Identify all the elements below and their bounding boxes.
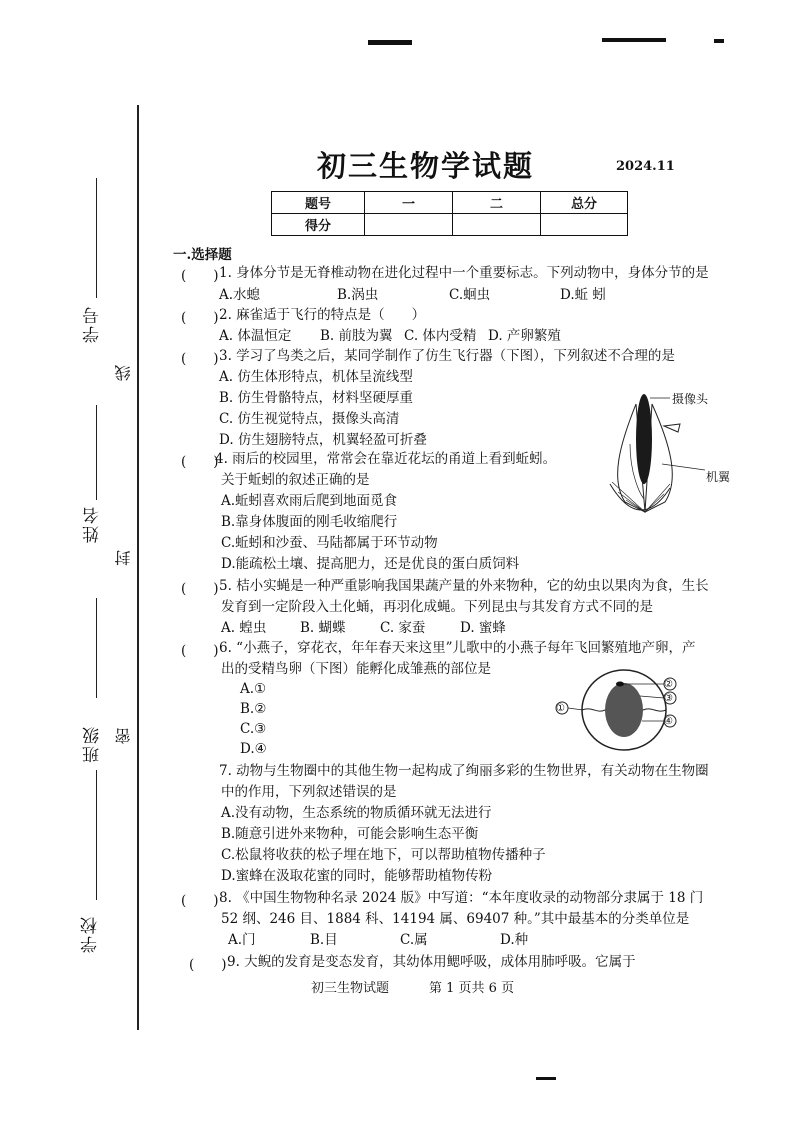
question-6-stem: 6. “小燕子，穿花衣，年年春天来这里”儿歌中的小燕子每年飞回繁殖地产卵，产 <box>219 640 696 656</box>
egg-chalaza-left <box>582 709 605 711</box>
class-label: 班级 <box>83 725 103 763</box>
score-table-cell: 总分 <box>541 192 628 214</box>
question-4-stem: 4. 雨后的校园里，常常会在靠近花坛的甬道上看到蚯蚓。 <box>215 451 557 467</box>
question-5-stem-cont: 发育到一定阶段入土化蛹，再羽化成蝇。下列昆虫与其发育方式不同的是 <box>221 599 653 615</box>
egg-disc <box>616 682 624 687</box>
aircraft-body <box>636 394 652 484</box>
score-table-cell: 一 <box>365 192 453 214</box>
name-underline <box>96 405 97 500</box>
option: A.门 <box>228 932 256 948</box>
answer-blank[interactable]: ( ) <box>181 310 219 326</box>
option: C.松鼠将收获的松子埋在地下，可以帮助植物传播种子 <box>221 847 546 863</box>
egg-mark-2: ② <box>664 679 673 690</box>
scan-mark <box>536 1077 556 1080</box>
binding-line <box>137 105 139 1030</box>
option: A. 蝗虫 <box>221 620 267 636</box>
answer-blank[interactable]: ( ) <box>181 581 219 597</box>
option: B.靠身体腹面的刚毛收缩爬行 <box>221 514 398 530</box>
option: D.种 <box>500 932 529 948</box>
option: B. 前肢为翼 <box>320 328 393 344</box>
option: D.蜜蜂在汲取花蜜的同时，能够帮助植物传粉 <box>221 868 493 884</box>
option: B.涡虫 <box>337 287 379 303</box>
option: D.④ <box>240 741 267 757</box>
option: B. 仿生骨骼特点，材料坚硬厚重 <box>219 390 414 406</box>
egg-chalaza-right <box>643 709 666 711</box>
figure-label-camera: 摄像头 <box>672 392 709 406</box>
option: A.没有动物，生态系统的物质循环就无法进行 <box>221 805 492 821</box>
answer-blank[interactable]: ( ) <box>189 957 227 973</box>
question-6-stem-cont: 出的受精鸟卵（下图）能孵化成雏燕的部位是 <box>221 661 491 677</box>
scan-mark <box>714 39 724 43</box>
binding-mark-secret: 密 <box>114 728 133 744</box>
question-3-stem: 3. 学习了鸟类之后，某同学制作了仿生飞行器（下图），下列叙述不合理的是 <box>219 348 675 364</box>
option: C. 仿生视觉特点，摄像头高清 <box>219 411 400 427</box>
section-title: 一.选择题 <box>173 247 232 263</box>
egg-mark-1: ① <box>556 703 565 714</box>
answer-blank[interactable]: ( ) <box>181 893 219 909</box>
option: A.蚯蚓喜欢雨后爬到地面觅食 <box>221 493 398 509</box>
binding-mark-seal: 封 <box>114 550 133 566</box>
exam-date: 2024.11 <box>616 159 675 174</box>
option: A. 仿生体形特点，机体呈流线型 <box>219 369 413 385</box>
option: C.蚯蚓和沙蚕、马陆都属于环节动物 <box>221 535 438 551</box>
score-entry-1[interactable] <box>365 214 453 236</box>
option: B.② <box>240 701 267 717</box>
question-2-stem: 2. 麻雀适于飞行的特点是（ ） <box>219 307 426 323</box>
page-title: 初三生物学试题 <box>317 149 535 183</box>
name-label: 姓名 <box>83 505 103 543</box>
figure-label-wing: 机翼 <box>706 470 731 484</box>
option: B. 蝴蝶 <box>300 620 346 636</box>
student-id-underline <box>96 178 97 298</box>
answer-blank[interactable]: ( ) <box>181 643 219 659</box>
binding-mark-line: 线 <box>114 365 133 381</box>
egg-yolk <box>605 683 643 737</box>
answer-blank[interactable]: ( ) <box>181 454 219 470</box>
score-entry-total[interactable] <box>541 214 628 236</box>
option: A.① <box>240 681 267 697</box>
question-7-stem: 7. 动物与生物圈中的其他生物一起构成了绚丽多彩的生物世界，有关动物在生物圈 <box>219 763 709 779</box>
score-table-cell: 题号 <box>272 192 365 214</box>
scan-mark <box>602 38 666 42</box>
school-underline <box>96 770 97 900</box>
score-table <box>271 191 628 236</box>
egg-pointer <box>640 696 664 698</box>
option: C.③ <box>240 721 267 737</box>
score-entry-2[interactable] <box>453 214 541 236</box>
option: C.属 <box>400 932 428 948</box>
egg-pointer <box>568 708 583 710</box>
question-5-stem: 5. 桔小实蝇是一种严重影响我国果蔬产量的外来物种，它的幼虫以果肉为食，生长 <box>219 578 709 594</box>
question-9-stem: 9. 大鲵的发育是变态发育，其幼体用鳃呼吸，成体用肺呼吸。它属于 <box>227 954 636 970</box>
score-table-cell: 得分 <box>272 214 365 236</box>
option: D. 仿生翅膀特点，机翼轻盈可折叠 <box>219 432 427 448</box>
option: D.蚯 蚓 <box>560 287 606 303</box>
footer-title: 初三生物试题 <box>311 981 390 996</box>
option: C.蛔虫 <box>449 287 491 303</box>
scan-mark <box>368 40 412 45</box>
student-id-label: 学号 <box>83 305 103 343</box>
answer-blank[interactable]: ( ) <box>181 268 219 284</box>
aircraft-tail <box>664 424 680 432</box>
option: A. 体温恒定 <box>219 328 292 344</box>
egg-mark-3: ③ <box>664 693 673 704</box>
option: D. 蜜蜂 <box>460 620 506 636</box>
option: D.能疏松土壤、提高肥力，还是优良的蛋白质饲料 <box>221 556 520 572</box>
wing-pointer <box>662 464 705 470</box>
egg-mark-4: ④ <box>664 716 673 727</box>
option: B.随意引进外来物种，可能会影响生态平衡 <box>221 826 479 842</box>
option: C. 家蚕 <box>380 620 426 636</box>
option: A.水螅 <box>219 287 261 303</box>
question-7-stem-cont: 中的作用，下列叙述错误的是 <box>221 784 397 800</box>
footer-page: 第 1 页共 6 页 <box>429 981 515 996</box>
option: C. 体内受精 <box>404 328 477 344</box>
class-underline <box>96 598 97 698</box>
question-1-stem: 1. 身体分节是无脊椎动物在进化过程中一个重要标志。下列动物中，身体分节的是 <box>219 265 709 281</box>
answer-blank[interactable]: ( ) <box>181 351 219 367</box>
question-8-stem-cont: 52 纲、246 目、1884 科、14194 属、69407 种。”其中最基本的分类单位是 <box>221 911 690 927</box>
score-table-cell: 二 <box>453 192 541 214</box>
option: D. 产卵繁殖 <box>488 328 561 344</box>
option: B.目 <box>310 932 338 948</box>
question-8-stem: 8. 《中国生物物种名录 2024 版》中写道：“本年度收录的动物部分隶属于 18 门 <box>219 890 704 906</box>
school-label: 学校 <box>81 915 101 953</box>
question-4-stem-cont: 关于蚯蚓的叙述正确的是 <box>221 472 370 488</box>
